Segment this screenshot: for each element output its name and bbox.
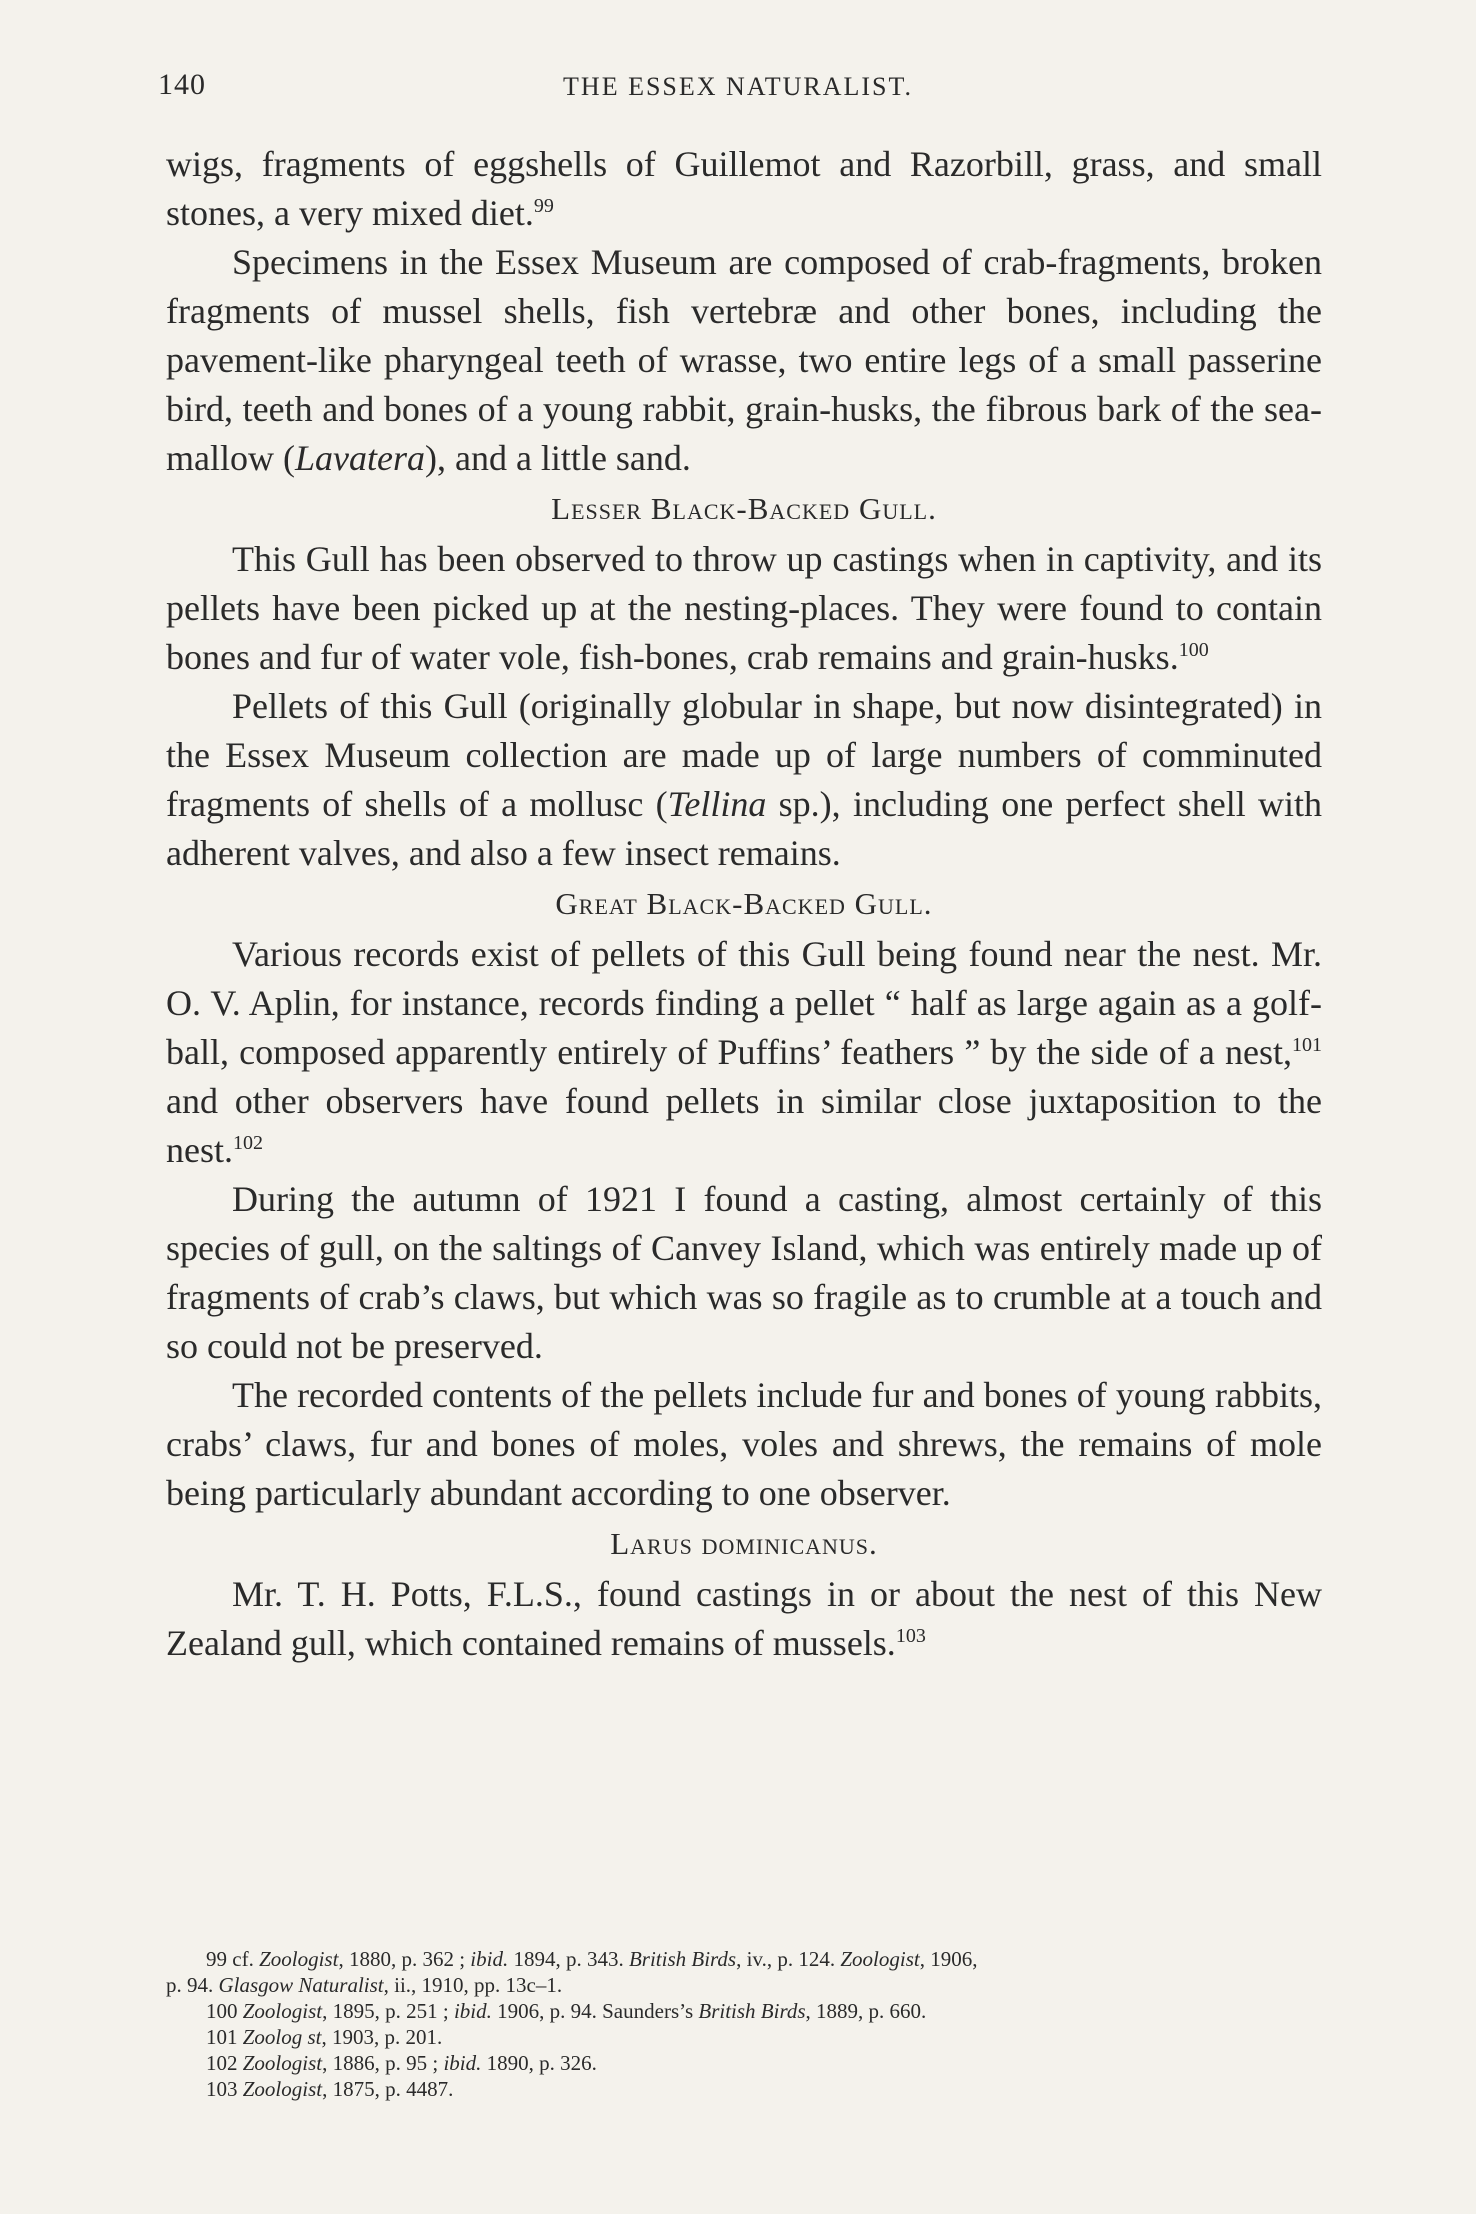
footnote-99: 99 cf. Zoologist, 1880, p. 362 ; ibid. 1894, p. 343. British Birds, iv., p. 124. Zoologist, 1906,: [206, 1947, 978, 1971]
footnote-102: 102 Zoologist, 1886, p. 95 ; ibid. 1890, p. 326.: [206, 2051, 597, 2075]
footnotes: [166, 1946, 1322, 2102]
paragraph: This Gull has been observed to throw up castings when in captivity, and its pellets have been picked up at the nesting-places. They were found to contain bones and fur of water vole, fish-bones, crab remains and grain-husks.$^{100}$: [166, 539, 1322, 677]
paragraph: Pellets of this Gull (originally globular in shape, but now disintegrated) in the Essex Museum collection are made up of large numbers of comminuted fragments of shells of a mollusc (Tellina sp.), including one perfect shell with adherent valves, and also a few insect remains.: [166, 686, 1322, 873]
footnote-ref[interactable]: 102: [233, 1132, 263, 1154]
paragraph: Specimens in the Essex Museum are composed of crab-fragments, broken fragments of mussel shells, fish vertebræ and other bones, including the pavement-like pharyngeal teeth of wrasse, two entire legs of a small passerine bird, teeth and bones of a young rabbit, grain-husks, the fibrous bark of the sea-mallow (Lavatera), and a little sand.: [166, 242, 1322, 478]
footnote-101: 101 Zoolog st, 1903, p. 201.: [206, 2025, 443, 2049]
section-heading: Lesser Black-Backed Gull.: [551, 491, 937, 526]
footnote-99-continued: p. 94. Glasgow Naturalist, ii., 1910, pp. 13c–1.: [166, 1973, 563, 1997]
section-heading: Great Black-Backed Gull.: [555, 886, 933, 921]
footnote-103: 103 Zoologist, 1875, p. 4487.: [206, 2077, 454, 2101]
footnote-ref[interactable]: 99: [533, 195, 554, 217]
footnote-100: 100 Zoologist, 1895, p. 251 ; ibid. 1906, p. 94. Saunders’s British Birds, 1889, p. 660.: [206, 1999, 927, 2023]
body-text: [166, 140, 1322, 1668]
paragraph: During the autumn of 1921 I found a casting, almost certainly of this species of gull, on the saltings of Canvey Island, which was entirely made up of fragments of crab’s claws, but which was so fragile as to crumble at a touch and so could not be preserved.: [166, 1179, 1322, 1366]
running-title: THE ESSEX NATURALIST.: [563, 72, 913, 101]
paragraph: wigs, fragments of eggshells of Guillemot and Razorbill, grass, and small stones, a very mixed diet.$^{99}$: [166, 144, 1322, 233]
footnote-ref[interactable]: 101: [1292, 1034, 1322, 1056]
paragraph: Mr. T. H. Potts, F.L.S., found castings in or about the nest of this New Zealand gull, which contained remains of mussels.$^{103}$: [166, 1574, 1322, 1663]
footnote-ref[interactable]: 100: [1178, 639, 1209, 661]
paragraph: The recorded contents of the pellets include fur and bones of young rabbits, crabs’ claws, fur and bones of moles, voles and shrews, the remains of mole being particularly abundant according to one observer.: [166, 1375, 1322, 1513]
footnote-ref[interactable]: 103: [895, 1625, 926, 1647]
page-header: [0, 68, 1476, 108]
section-heading: Larus dominicanus.: [610, 1526, 878, 1561]
paragraph: Various records exist of pellets of this Gull being found near the nest. Mr. O. V. Aplin, for instance, records finding a pellet “ half as large again as a golf-ball, composed apparently entirely of Puffins’ feathers ” by the side of a nest,$^{101}$ and other observers have found pellets in similar close juxtaposition to the nest.$^{102}$: [166, 934, 1322, 1170]
page-number: 140: [158, 68, 206, 101]
